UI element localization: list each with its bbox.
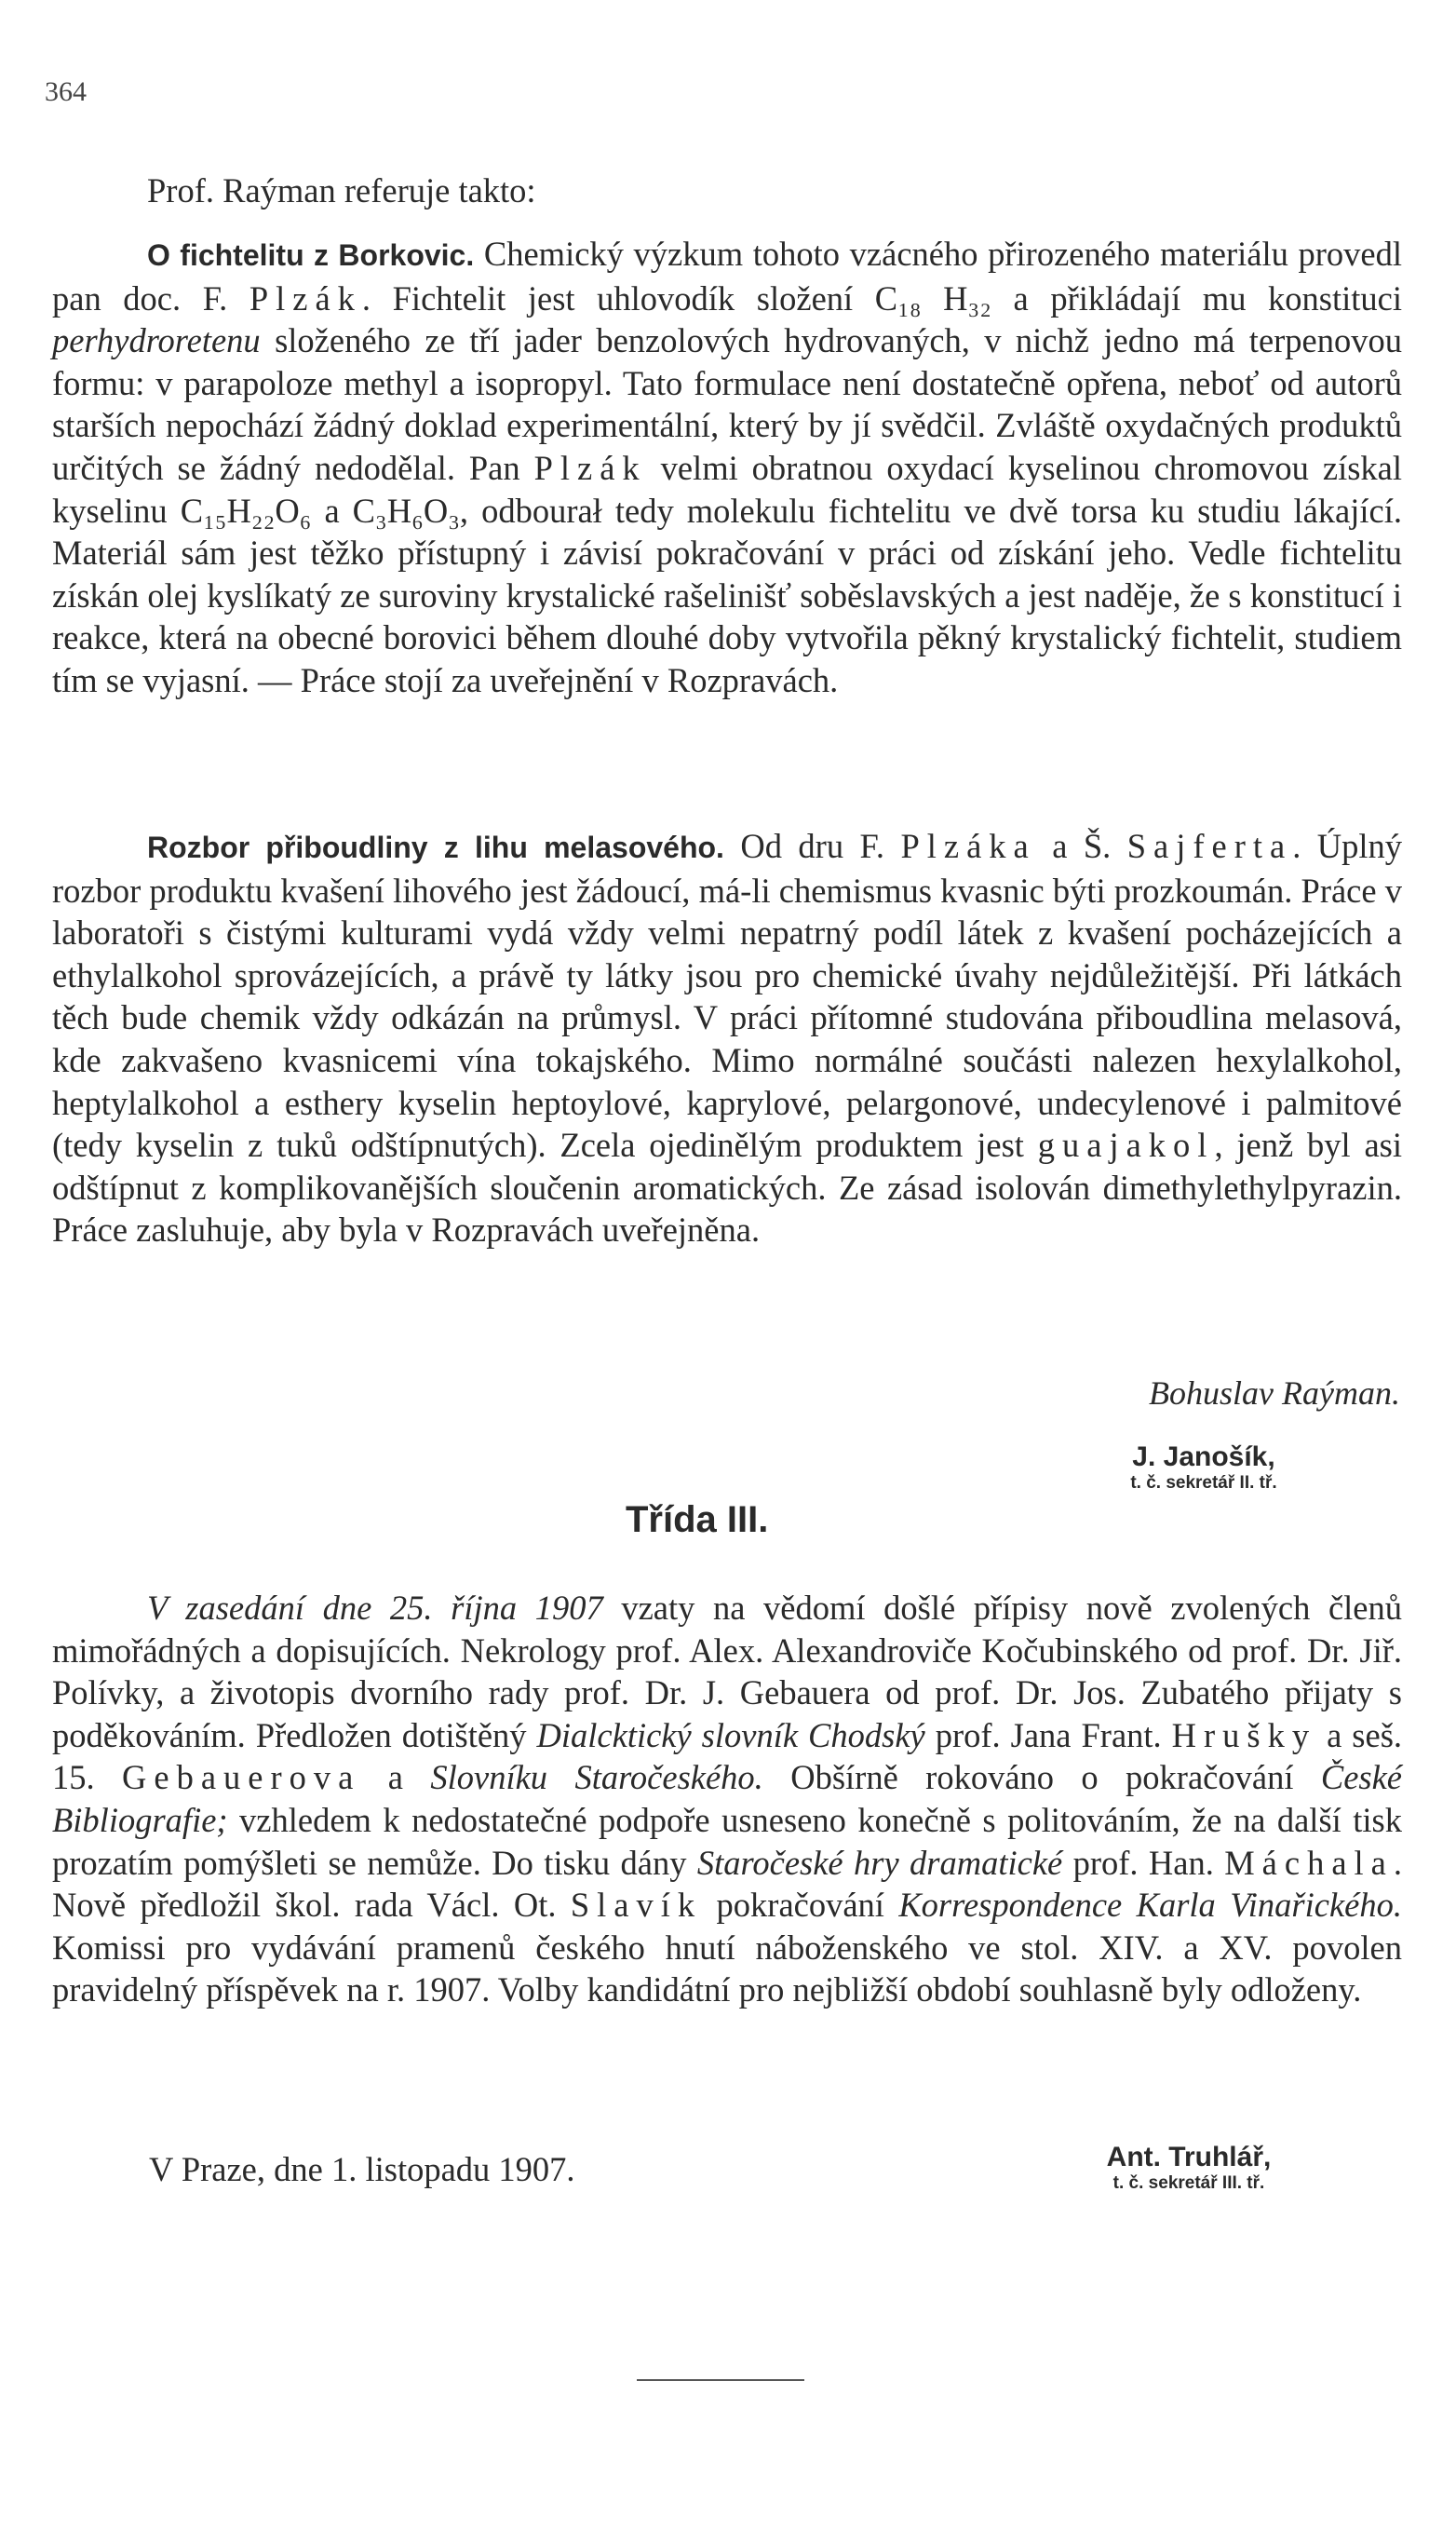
secretary-name: Ant. Truhlář, [1106,2142,1272,2172]
work-title: Slovníku Staročeského. [430,1758,763,1797]
text: prof. Jana Frant. [924,1715,1172,1754]
author-name: Slavík [570,1886,703,1925]
text: . Nově předložil škol. rada Václ. Ot. [52,1843,1402,1925]
text: . Fichtelit jest uhlovodík složení C₁₈ H₃₂ a přikládají mu konstituci [361,278,1403,318]
text: složeného ze tří jader benzolových hydrovaných, v nichž jedno má terpenovou formu: v parapoloze methyl a isopropyl. Tato formulace není dostatečně opřena, neboť od autorů starších nepochází žádný doklad experimentální, který by jí svědčil. Zvláště oxydačných produktů určitých se žádný nedodělal. Pan [52,321,1402,487]
text: , jenž byl asi odštípnut z komplikovanějších sloučenin aromatických. Ze zásad isolován dimethylethylpyrazin. Práce zasluhuje, aby byla v Rozpravách uveřejněna. [52,1126,1402,1250]
compound-name: guajakol [1037,1126,1215,1165]
secretary-name: J. Janošík, [1132,1441,1275,1472]
closing-rule [637,2379,804,2381]
text: Chemický výzkum tohoto vzácného přirozeného materiálu provedl pan doc. F. [52,235,1402,318]
work-title: Dialcktický slovník Chodský [536,1715,925,1754]
work-title: Staročeské hry dramatické [696,1843,1063,1882]
work-title: České Bibliografie; [52,1758,1403,1839]
text: a Š. [1035,827,1127,865]
secretary-class-two [1087,1441,1320,1494]
text: Obšírně rokováno o pokračování [762,1758,1321,1797]
intro-line: Prof. Raýman referuje takto: [147,171,536,210]
author-name: Plzák [533,448,647,487]
secretary-class-three [1054,2142,1324,2194]
author-name: Sajferta [1126,827,1293,865]
section-fichtelit-title: O fichtelitu z Borkovic. [147,238,475,272]
text: pokračování [702,1886,899,1925]
section-class-three [52,1587,1402,2011]
author-name: Plzák [249,278,362,318]
section-fichtelit [52,233,1402,702]
text: velmi obratnou oxydací kyselinou chromovou získal kyselinu C₁₅H₂₂O₆ a C₃H₆O₃, odbourał tedy molekulu fichtelitu ve dvě torsa ku studiu lákající. Materiál sám jest těžko přístupný i závisí pokračování v práci od získání jeho. Vedle fichtelitu získán olej kyslíkatý ze suroviny krystalické rašelinišť soběslavských a jest naděje, že s konstitucí i reakce, která na obecné borovici během dlouhé doby vytvořila pěkný krystalický fichtelit, studiem tím se vyjasní. — Práce stojí za uveřejnění v Rozpravách. [52,448,1403,699]
author-name: Plzáka [900,827,1036,865]
class-heading: Třída III. [626,1499,769,1540]
section-priboudlina [52,825,1402,1251]
chemical-term: perhydroretenu [52,321,261,360]
text: Komissi pro vydávání pramenů českého hnutí náboženského ve stol. XIV. a XV. povolen pravidelný příspěvek na r. 1907. Volby kandidátní pro nejbližší období souhlasně byly odloženy. [52,1928,1402,2009]
author-name: Gebauerova [122,1758,361,1797]
session-date: V zasedání dne 25. října 1907 [147,1589,603,1627]
text: . Úplný rozbor produktu kvašení lihového jest žádoucí, má-li chemismus kvasnic býti prozkoumán. Práce v laboratoři s čistými kulturami vydá vždy velmi nepatrný podíl látek z kvašení pocházejících a ethylalkohol sprovázejících, a právě ty látky jsou pro chemické úvahy nejdůležitější. Při látkách těch bude chemik vždy odkázán na průmysl. V práci přítomné studována přiboudlina melasová, kde zakvašeno kvasnicemi vína tokajského. Mimo normálné součásti nalezen hexylalkohol, heptylalkohol a esthery kyselin heptoylové, kaprylové, pelargonové, undecylenové i palmitové (tedy kyselin z tuků odštípnutých). Zcela ojedinělým produktem jest [52,827,1403,1165]
signature: Bohuslav Raýman. [1149,1374,1400,1412]
section-priboudlina-title: Rozbor přiboudliny z lihu melasového. [147,831,724,864]
text: prof. Han. [1062,1843,1225,1882]
author-name: Máchala [1224,1843,1394,1882]
text: a seš. 15. [52,1715,1403,1797]
text: Od dru F. [723,827,901,865]
author-name: Hrušky [1171,1715,1317,1754]
work-title: Korrespondence Karla Vinařického. [898,1886,1402,1925]
text: vzaty na vědomí došlé přípisy nově zvolených členů mimořádných a dopisujících. Nekrology prof. Alex. Alexandroviče Kočubinského od prof. Dr. Jiř. Polívky, a životopis dvorního rady prof. Dr. J. Gebauera od prof. Dr. Jos. Zubatého přijaty s poděkováním. Předložen dotištěný [52,1589,1402,1754]
secretary-role: t. č. sekretář III. tř. [1112,2173,1265,2193]
closing-date-line: V Praze, dne 1. listopadu 1907. [149,2150,575,2188]
secretary-role: t. č. sekretář II. tř. [1130,1473,1277,1493]
page-number: 364 [45,76,87,107]
text: a [360,1758,431,1797]
text: vzhledem k nedostatečné podpoře usneseno konečně s politováním, že na další tisk prozatím pomýšleti se nemůže. Do tisku dány [52,1800,1402,1882]
